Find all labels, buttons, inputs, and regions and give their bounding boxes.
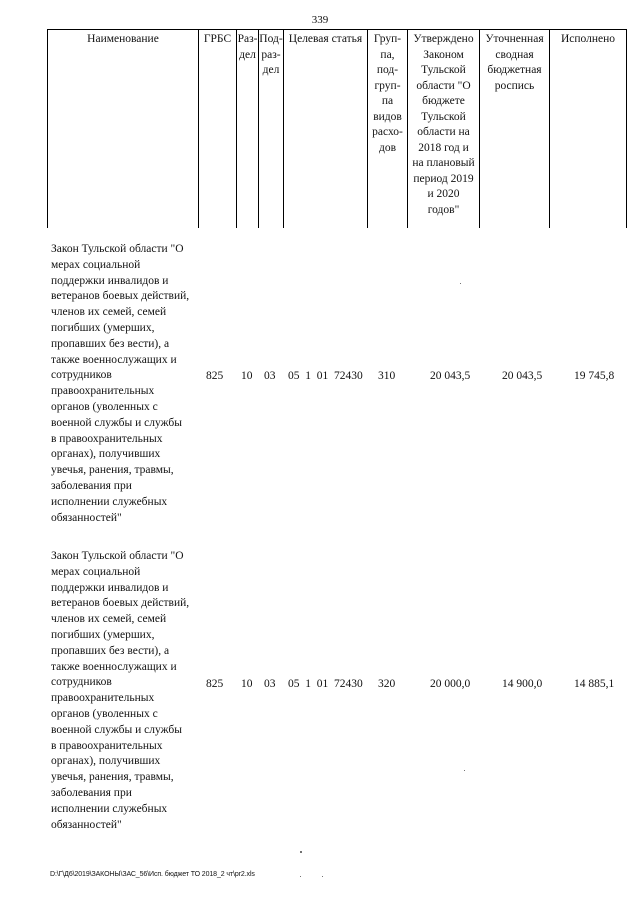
header-executed: Исполнено [560, 33, 616, 45]
row-refined: 20 043,5 [502, 370, 543, 382]
row-approved: 20 043,5 [430, 370, 471, 382]
row-name: Закон Тульской области "О мерах социальной поддержки инвалидов и ветеранов боевых действий, членов их семей, семей погибших (умерших, пропавших без вести), а также военнослужащих и сотрудников правоохранительных органов (уволенных с военной службы и службы в правоохранительных органах), получивших увечья, ранения, травмы, заболевания при исполнении служебных обязанностей" [51, 243, 190, 524]
scan-speck [460, 283, 461, 284]
row-executed: 14 885,1 [574, 678, 615, 690]
row-razdel: 10 [241, 370, 253, 382]
row-executed: 19 745,8 [574, 370, 615, 382]
scan-speck [300, 876, 301, 877]
table-header [47, 29, 627, 228]
row-target: 05 1 01 72430 [288, 678, 363, 690]
scan-speck [322, 876, 323, 877]
header-target: Целевая статья [284, 30, 368, 228]
row-name: Закон Тульской области "О мерах социальной поддержки инвалидов и ветеранов боевых действий, членов их семей, семей погибших (умерших, пропавших без вести), а также военнослужащих и сотрудников правоохранительных органов (уволенных с военной службы и службы в правоохранительных органах), получивших увечья, ранения, травмы, заболевания при исполнении служебных обязанностей" [51, 550, 190, 831]
header-approved: Утверждено Законом Тульской области "О бюджете Тульской области на 2018 год и на плановый период 2019 и 2020 годов" [408, 30, 480, 228]
header-name: Наименование [48, 30, 199, 228]
row-approved: 20 000,0 [430, 678, 471, 690]
row-grbs: 825 [206, 678, 224, 690]
header-razdel: Раз- дел [237, 30, 259, 228]
header-podrazdel: Под- раз- дел [259, 30, 284, 228]
row-grbs: 825 [206, 370, 224, 382]
header-group: Груп- па, под- груп- па видов расхо- дов [368, 30, 408, 228]
header-refined: Уточненная сводная бюджетная роспись [480, 30, 550, 228]
row-target: 05 1 01 72430 [288, 370, 363, 382]
row-refined: 14 900,0 [502, 678, 543, 690]
file-path-footer: D:\Г\Д6\2019\ЗАКОНЫ\ЗАС_56\Исп. бюджет ТО 2018_2 чт\pr2.xls [50, 871, 255, 878]
row-podrazdel: 03 [264, 678, 276, 690]
scan-speck [300, 851, 302, 853]
header-grbs: ГРБС [199, 30, 237, 228]
row-razdel: 10 [241, 678, 253, 690]
row-podrazdel: 03 [264, 370, 276, 382]
scan-speck [464, 770, 465, 771]
page-number: 339 [311, 14, 329, 26]
row-group: 320 [378, 678, 396, 690]
row-group: 310 [378, 370, 396, 382]
